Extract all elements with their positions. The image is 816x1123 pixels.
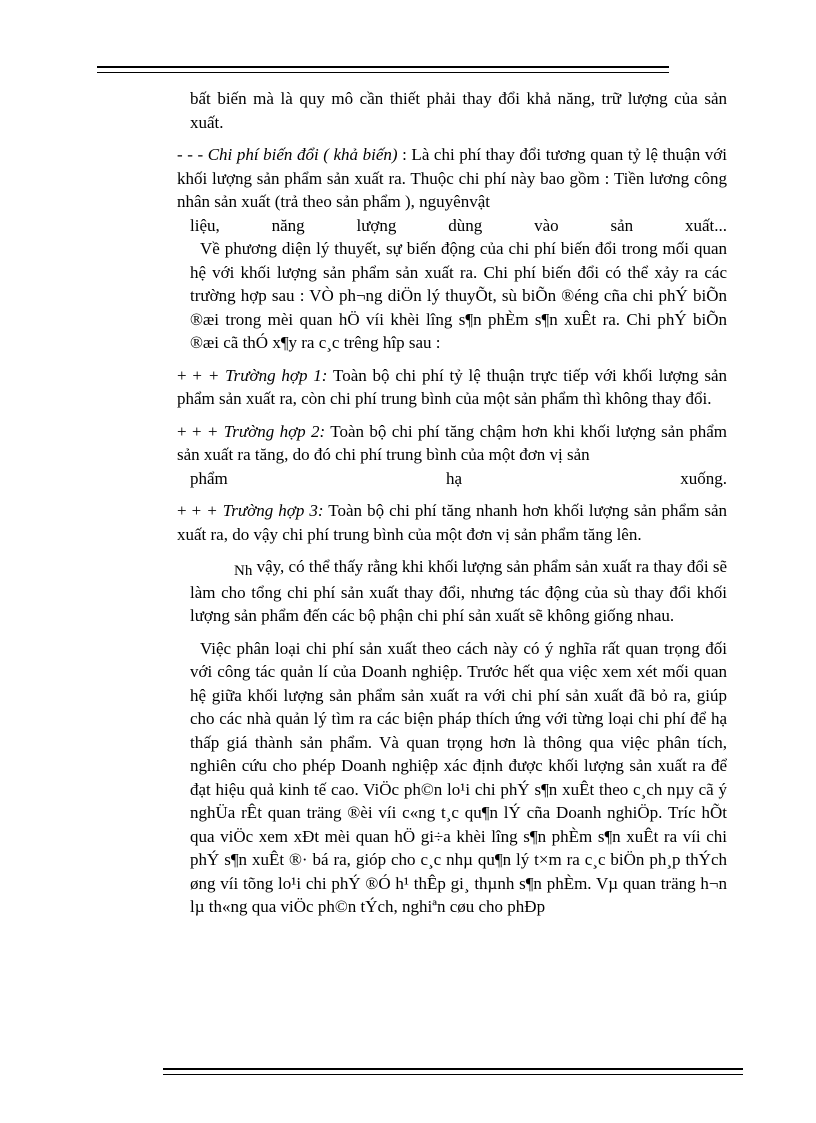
- paragraph-significance: Việc phân loại chi phí sản xuất theo cách này có ý nghĩa rất quan trọng đối với công tác quản lí của Doanh nghiệp. Trước hết qua việc xem xét mối quan hệ giữa khối lượng sản phẩm sản xuất ra với chi phí sản xuất đã bỏ ra, giúp cho các nhà quản lý tìm ra các biện pháp thích ứng với từng loại chi phí để hạ thấp giá thành sản phẩm. Và quan trọng hơn là thông qua việc phân tích, nghiên cứu cho phép Doanh nghiệp xác định được khối lượng sản xuất ra để đạt hiệu quả kinh tế cao. ViÖc ph©n lo¹i chi phÝ s¶n xuÊt theo c¸ch nµy cã ý nghÜa rÊt quan träng ®èi víi c«ng t¸c qu¶n lÝ cña Doanh nghiÖp. Tríc hÕt qua viÖc xem xÐt mèi quan hÖ gi÷a khèi lîng s¶n phÈm s¶n xuÊt ra víi chi phÝ s¶n xuÊt ®· bá ra, gióp cho c¸c nhµ qu¶n lý t×m ra c¸c biÖn ph¸p thÝch øng víi tõng lo¹i chi phÝ ®Ó h¹ thÊp gi¸ thµnh s¶n phÈm. Vµ quan träng h¬n lµ th«ng qua viÖc ph©n tÝch, nghiªn cøu cho phÐp: [190, 638, 727, 916]
- paragraph-theory: Về phương diện lý thuyết, sự biến động của chi phí biến đổi trong mối quan hệ với khối lượng sản phẩm sản xuất ra. Chi phí biến đổi có thể xảy ra các trường hợp sau : VÒ ph¬ng diÖn lý thuyÕt, sù biÕn ®éng cña chi phÝ biÕn ®æi trong mèi quan hÖ víi khèi lîng s¶n phÈm s¶n xuÊt ra. Chi phÝ biÕn ®æi cã thÓ x¶y ra c¸c trêng hîp sau :: [190, 239, 727, 352]
- footer-rule: [163, 1068, 743, 1075]
- paragraph-case-1: [177, 364, 727, 411]
- case-3-prefix: + +: [177, 501, 207, 520]
- case-3-text: Toàn bộ chi phí tăng nhanh hơn khối lượng sản phẩm sản xuất ra, do vậy chi phí trung bình của một đơn vị sản phẩm tăng lên.: [177, 501, 727, 544]
- case-3-term: + Trường hợp 3:: [206, 501, 324, 520]
- paragraph-1: bất biến mà là quy mô cần thiết phải thay đổi khả năng, trữ lượng của sản xuất.: [190, 89, 727, 132]
- paragraph-case-2: [177, 420, 727, 467]
- document-body: [177, 87, 728, 928]
- term-variable-cost: - Chi phí biến đổi ( khả biến): [197, 145, 398, 164]
- case-1-text: Toàn bộ chi phí tỷ lệ thuận trực tiếp với khối lượng sản phẩm sản xuất ra, còn chi phí trung bình của một sản phẩm thì không thay đổi.: [177, 365, 727, 408]
- conclusion-text: vậy, có thể thấy rằng khi khối lượng sản phẩm sản xuất ra thay đổi sẽ làm cho tổng chi phí sản xuất thay đổi, nhưng tác động của sù thay đổi khối lượng sản phẩm đến các bộ phận chi phí sản xuất sẽ không giống nhau.: [190, 557, 727, 625]
- case-1-prefix: + +: [177, 365, 208, 385]
- case-2-text: Toàn bộ chi phí tăng chậm hơn khi khối lượng sản phẩm sản xuất ra tăng, do đó chi phí trung bình của một đơn vị sản: [177, 421, 727, 464]
- case-2-prefix: + +: [177, 421, 207, 441]
- bullet-prefix: - -: [177, 145, 193, 164]
- paragraph-conclusion: [190, 555, 727, 628]
- variable-cost-text: : Là chi phí thay đổi tương quan tỷ lệ thuận với khối lượng sản phẩm sản xuất ra. Thuộc chi phí này bao gồm : Tiền lương công nhân sản xuất (trả theo sản phẩm ), nguyênvật: [177, 145, 728, 211]
- paragraph-case-3: [177, 499, 727, 546]
- paragraph-variable-cost-end: liệu, năng lượng dùng vào sản xuất...: [190, 215, 727, 235]
- case-2-term: + Trường hợp 2:: [206, 421, 326, 441]
- case-1-term: + Trường hợp 1:: [207, 365, 328, 385]
- header-rule: [97, 66, 669, 73]
- nh-fragment: Nh: [234, 563, 253, 579]
- paragraph-variable-cost: [177, 143, 727, 214]
- paragraph-case-2-end: phẩm hạ xuống.: [190, 468, 727, 488]
